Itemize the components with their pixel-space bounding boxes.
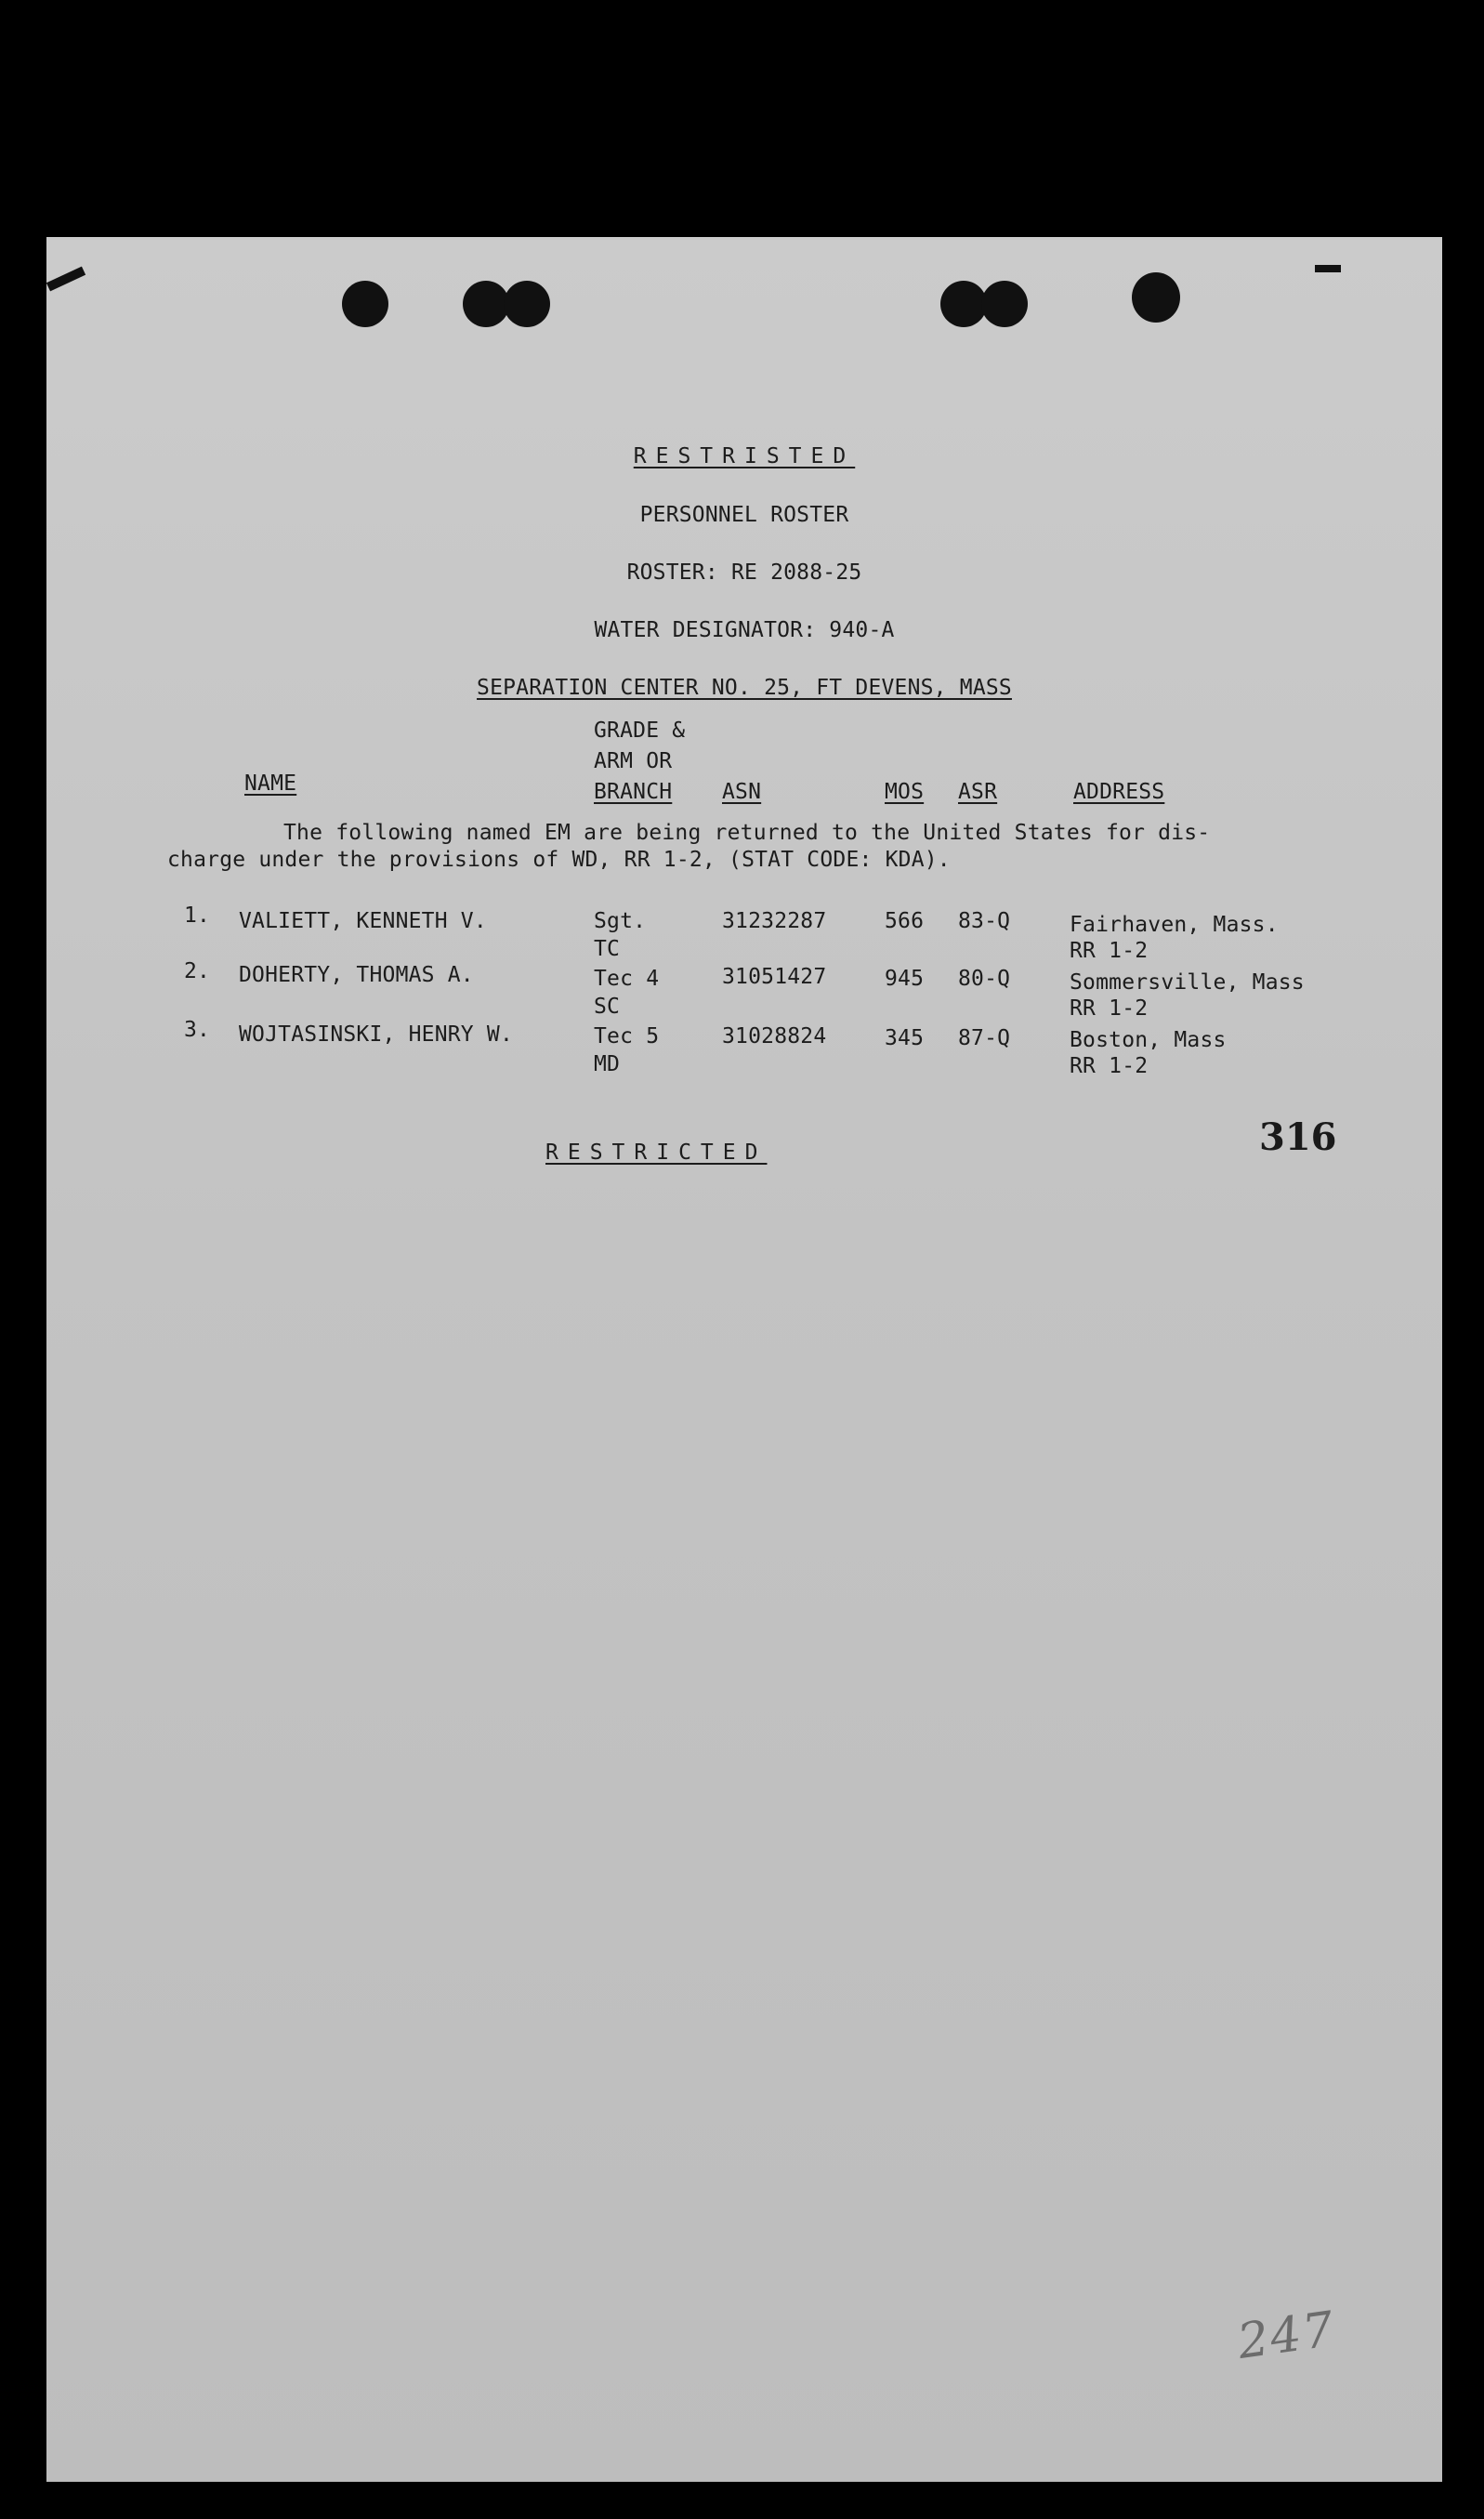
row-grade: Tec 4	[594, 967, 660, 991]
punch-hole	[504, 281, 550, 327]
row-address-line1: Boston, Mass	[1070, 1028, 1227, 1052]
row-address-line1: Fairhaven, Mass.	[1070, 913, 1279, 937]
row-asn: 31232287	[722, 909, 827, 933]
row-name: DOHERTY, THOMAS A.	[239, 963, 474, 987]
row-branch: SC	[594, 995, 621, 1019]
row-grade: Tec 5	[594, 1024, 660, 1048]
punch-hole	[940, 281, 987, 327]
row-mos: 566	[885, 909, 925, 933]
row-grade: Sgt.	[594, 909, 647, 933]
punch-hole	[1132, 272, 1180, 323]
row-number: 3.	[184, 1018, 211, 1042]
paper-tear	[1315, 265, 1341, 272]
column-header-name: NAME	[244, 772, 297, 796]
pencil-number: 247	[1234, 2301, 1339, 2371]
row-number: 2.	[184, 959, 211, 983]
row-address-line1: Sommersville, Mass	[1070, 970, 1305, 995]
row-address-line2: RR 1-2	[1070, 996, 1149, 1021]
punch-hole	[981, 281, 1028, 327]
classification-top: RESTRISTED	[633, 444, 856, 468]
row-mos: 945	[885, 967, 925, 991]
row-asr: 83-Q	[958, 909, 1011, 933]
water-designator: WATER DESIGNATOR: 940-A	[594, 618, 895, 642]
row-branch: MD	[594, 1052, 621, 1076]
row-asn: 31028824	[722, 1024, 827, 1048]
column-header-grade-line1: GRADE &	[594, 719, 686, 743]
column-header-grade-line3: BRANCH	[594, 780, 673, 804]
row-asr: 80-Q	[958, 967, 1011, 991]
column-header-asr: ASR	[958, 780, 998, 804]
row-name: WOJTASINSKI, HENRY W.	[239, 1022, 513, 1047]
intro-line-1: The following named EM are being returned to the United States for dis-	[283, 821, 1211, 845]
intro-line-2: charge under the provisions of WD, RR 1-2, (STAT CODE: KDA).	[167, 848, 951, 872]
punch-hole	[463, 281, 509, 327]
stamp-number: 316	[1259, 1115, 1337, 1159]
column-header-grade-line2: ARM OR	[594, 749, 673, 773]
column-header-address: ADDRESS	[1073, 780, 1165, 804]
paper-tear	[46, 267, 85, 292]
row-asn: 31051427	[722, 965, 827, 989]
row-name: VALIETT, KENNETH V.	[239, 909, 487, 933]
row-number: 1.	[184, 903, 211, 928]
row-mos: 345	[885, 1026, 925, 1050]
roster-number: ROSTER: RE 2088-25	[626, 561, 862, 585]
row-address-line2: RR 1-2	[1070, 1054, 1149, 1078]
row-address-line2: RR 1-2	[1070, 939, 1149, 963]
row-branch: TC	[594, 937, 621, 961]
row-asr: 87-Q	[958, 1026, 1011, 1050]
document-page	[46, 237, 1442, 2482]
punch-hole	[342, 281, 388, 327]
column-header-asn: ASN	[722, 780, 762, 804]
roster-title: PERSONNEL ROSTER	[639, 503, 849, 527]
separation-center: SEPARATION CENTER NO. 25, FT DEVENS, MASS	[477, 676, 1012, 700]
classification-bottom: RESTRICTED	[545, 1141, 768, 1165]
column-header-mos: MOS	[885, 780, 925, 804]
